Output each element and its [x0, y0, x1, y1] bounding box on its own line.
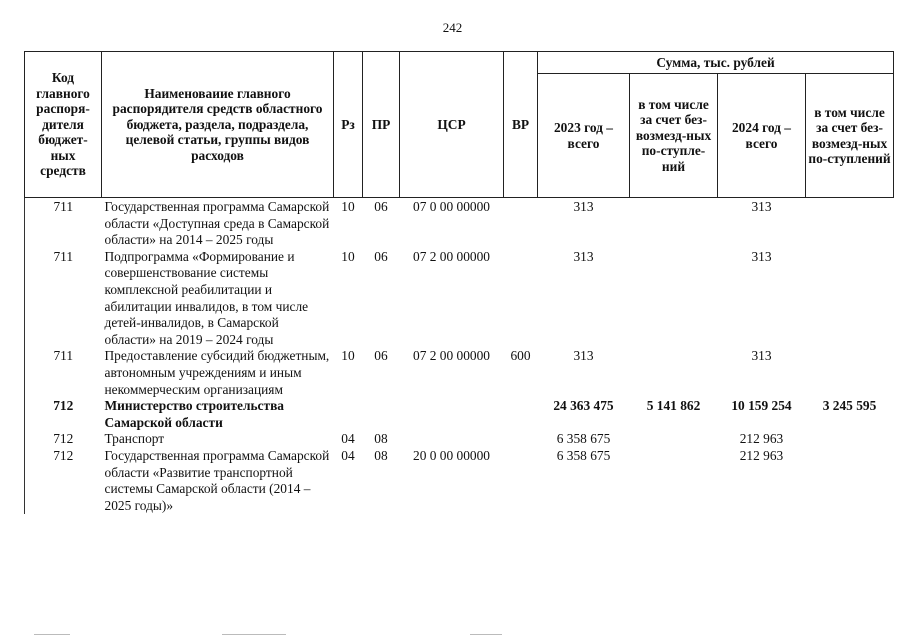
header-2023-total: 2023 год – всего: [538, 74, 630, 198]
header-rz: Рз: [334, 52, 363, 198]
cell-vr: [504, 448, 538, 514]
table-row: [25, 398, 894, 431]
table-row: [25, 448, 894, 514]
cell-2023-total: 313: [573, 199, 594, 214]
cell-2023-free: [630, 348, 718, 398]
table-body: [25, 198, 894, 515]
table-header: [25, 52, 894, 198]
header-pr: ПР: [363, 52, 400, 198]
cell-2024-total: 313: [751, 199, 772, 214]
header-2024-total: 2024 год – всего: [718, 74, 806, 198]
cell-rz: 04: [341, 431, 355, 447]
cell-rz: 10: [341, 348, 355, 364]
cell-vr: 600: [510, 348, 531, 364]
cell-csr: 07 0 00 00000: [413, 199, 490, 214]
table-row: [25, 198, 894, 249]
header-2023-free: в том числе за счет без-возмезд-ных по-ступле-ний: [630, 74, 718, 198]
cell-2024-total: 212 963: [739, 431, 784, 447]
header-sum-group: Сумма, тыс. рублей: [538, 52, 894, 74]
cell-vr: [504, 249, 538, 349]
table-row: [25, 431, 894, 448]
cell-pr: 06: [374, 248, 388, 264]
cell-csr: [400, 398, 504, 431]
page-number: 242: [442, 20, 463, 35]
cell-name: Министерство строительства Самарской области: [104, 398, 285, 430]
cell-2023-total: 313: [573, 248, 594, 264]
cell-pr: 06: [374, 348, 388, 364]
header-code: Код главного распоря-дителя бюджет-ных средств: [25, 52, 102, 198]
cell-name: Подпрограмма «Формирование и совершенствование системы комплексной реабилитации и абилитации инвалидов, в том числе детей-инвалидов, в Самарской области» на 2019 – 2024 годы: [104, 248, 309, 347]
header-name: Наименоваиие главного распорядителя средств областного бюджета, раздела, подраздела, целевой статьи, группы видов расходов: [102, 52, 334, 198]
cell-pr: [363, 398, 400, 431]
header-2024-free: в том числе за счет без-возмезд-ных по-ступлений: [806, 74, 894, 198]
cell-csr: 07 2 00 00000: [413, 248, 490, 264]
cell-pr: 08: [374, 431, 388, 447]
cell-2023-total: 313: [573, 348, 594, 364]
cell-code: 712: [25, 448, 102, 514]
cell-vr: [504, 431, 538, 448]
cell-vr: [504, 398, 538, 431]
scan-artifact-line: [34, 634, 70, 635]
cell-name: Государственная программа Самарской области «Доступная среда в Самарской области» на 2014 – 2025 годы: [104, 199, 330, 248]
cell-csr: [400, 431, 504, 448]
cell-2023-total: 24 363 475: [553, 398, 614, 414]
cell-2024-total: 212 963: [739, 447, 784, 463]
cell-code: 712: [25, 398, 102, 431]
cell-2024-free: [806, 431, 894, 448]
cell-2024-free: [806, 348, 894, 398]
cell-code: 711: [25, 198, 102, 249]
cell-2023-free: 5 141 862: [646, 398, 701, 414]
cell-rz: [334, 398, 363, 431]
cell-name: Предоставление субсидий бюджетным, автономным учреждениям и иным некоммерческим организациям: [104, 348, 330, 397]
cell-name: Государственная программа Самарской области «Развитие транспортной системы Самарской области (2014 – 2025 годы)»: [104, 447, 330, 513]
cell-rz: 04: [341, 447, 355, 463]
budget-table: [24, 51, 894, 514]
cell-csr: 20 0 00 00000: [413, 447, 490, 463]
cell-code: 711: [25, 348, 102, 398]
table-row: [25, 249, 894, 349]
cell-2024-total: 10 159 254: [731, 398, 792, 414]
cell-rz: 10: [341, 248, 355, 264]
cell-name: Транспорт: [104, 431, 165, 447]
cell-2023-total: 6 358 675: [556, 431, 611, 447]
cell-2024-free: [806, 198, 894, 249]
cell-pr: 06: [374, 199, 388, 214]
cell-2024-total: 313: [751, 348, 772, 364]
cell-2023-free: [630, 198, 718, 249]
cell-csr: 07 2 00 00000: [413, 348, 490, 364]
header-vr: ВР: [504, 52, 538, 198]
cell-code: 711: [25, 249, 102, 349]
cell-2024-total: 313: [751, 248, 772, 264]
cell-2024-free: 3 245 595: [822, 398, 877, 414]
scan-artifact-line: [222, 634, 286, 635]
cell-pr: 08: [374, 447, 388, 463]
scan-artifact-line: [470, 634, 502, 635]
header-csr: ЦСР: [400, 52, 504, 198]
cell-2023-free: [630, 431, 718, 448]
cell-code: 712: [25, 431, 102, 448]
cell-2024-free: [806, 249, 894, 349]
cell-2023-free: [630, 448, 718, 514]
cell-rz: 10: [341, 199, 355, 214]
cell-vr: [504, 198, 538, 249]
cell-2023-free: [630, 249, 718, 349]
cell-2023-total: 6 358 675: [556, 447, 611, 463]
cell-2024-free: [806, 448, 894, 514]
table-row: [25, 348, 894, 398]
